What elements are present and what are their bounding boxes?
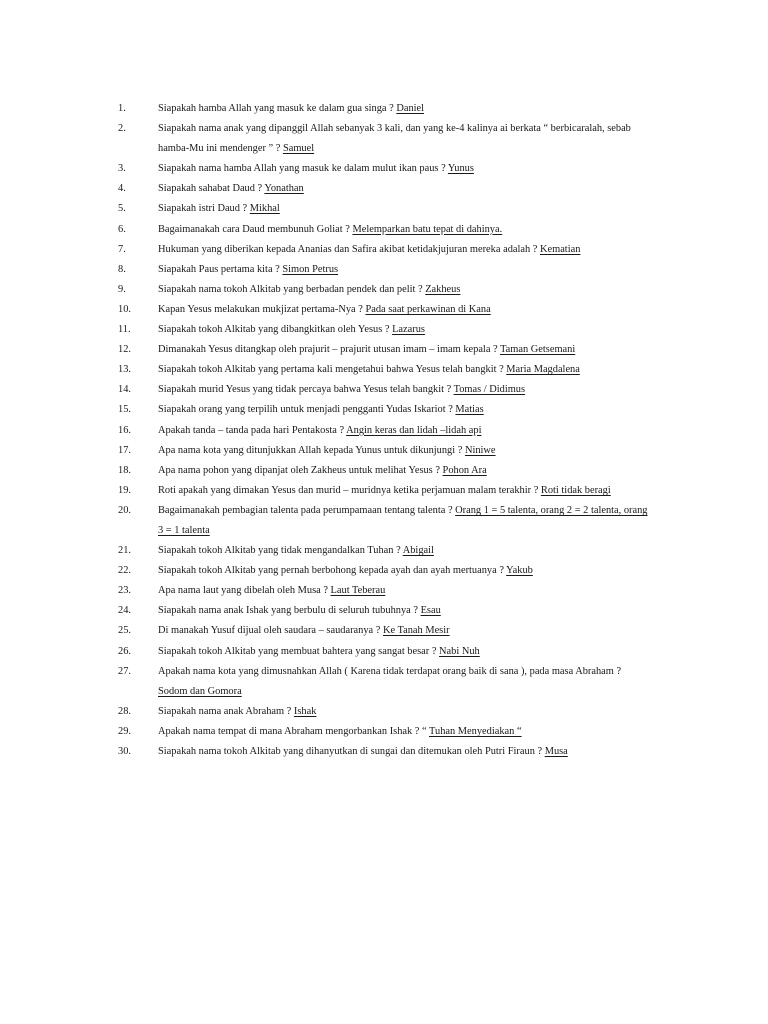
item-body [158, 501, 648, 541]
question-text: Siapakah istri Daud ? [158, 203, 250, 215]
question-text: Siapakah tokoh Alkitab yang tidak mengandalkan Tuhan ? [158, 545, 403, 557]
item-body [158, 119, 648, 159]
item-body [158, 481, 648, 501]
item-body [158, 99, 648, 119]
question-text: Siapakah murid Yesus yang tidak percaya bahwa Yesus telah bangkit ? [158, 384, 454, 396]
item-body [158, 722, 648, 742]
item-body [158, 360, 648, 380]
question-item [118, 461, 648, 481]
question-item [118, 179, 648, 199]
answer-text: Lazarus [392, 324, 425, 336]
answer-text: Simon Petrus [282, 263, 339, 275]
question-item [118, 400, 648, 420]
answer-text: Daniel [396, 103, 425, 114]
item-number: 24. [118, 605, 131, 617]
question-list [118, 99, 648, 762]
item-body [158, 380, 648, 400]
answer-text: Tuhan Menyediakan “ [429, 725, 522, 737]
question-text: Siapakah hamba Allah yang masuk ke dalam gua singa ? [158, 103, 397, 114]
answer-text: Yunus [447, 163, 474, 175]
item-number: 10. [118, 303, 131, 315]
question-text: Siapakah nama anak Abraham ? [158, 705, 294, 717]
item-body [158, 240, 648, 260]
answer-text: Nabi Nuh [439, 645, 480, 657]
question-item [118, 360, 648, 380]
item-body [158, 159, 648, 179]
answer-text: Pohon Ara [442, 464, 487, 476]
answer-text: Roti tidak beragi [540, 484, 611, 496]
answer-text: Esau [420, 605, 441, 617]
item-number: 6. [118, 223, 126, 235]
question-text: Siapakah orang yang terpilih untuk menjadi pengganti Yudas Iskariot ? [158, 404, 456, 416]
question-text: Apa nama pohon yang dipanjat oleh Zakheus untuk melihat Yesus ? [158, 464, 443, 476]
answer-text: Sodom dan Gomora [158, 685, 242, 697]
item-number: 30. [118, 746, 131, 757]
question-text: Apakah tanda – tanda pada hari Pentakosta ? [158, 424, 347, 436]
item-number: 1. [118, 103, 126, 114]
question-item [118, 561, 648, 581]
item-body [158, 441, 648, 461]
question-item [118, 300, 648, 320]
item-body [158, 742, 648, 762]
item-number: 3. [118, 163, 126, 175]
question-text: Apakah nama tempat di mana Abraham mengorbankan Ishak ? “ [158, 725, 430, 737]
answer-text: Samuel [282, 143, 315, 155]
answer-text: Ishak [293, 705, 317, 717]
answer-text: Taman Getsemani [500, 344, 576, 356]
question-item [118, 159, 648, 179]
item-body [158, 461, 648, 481]
question-item [118, 380, 648, 400]
question-item [118, 280, 648, 300]
answer-text: Melemparkan batu tepat di dahinya. [352, 223, 503, 235]
question-text: Siapakah nama tokoh Alkitab yang dihanyutkan di sungai dan ditemukan oleh Putri Firaun ? [158, 746, 545, 757]
item-number: 9. [118, 283, 126, 295]
answer-text: Laut Teberau [330, 585, 386, 597]
question-text: Bagaimanakah pembagian talenta pada perumpamaan tentang talenta ? [158, 504, 456, 516]
question-item [118, 320, 648, 340]
question-item [118, 601, 648, 621]
item-body [158, 642, 648, 662]
item-body [158, 621, 648, 641]
question-text: Kapan Yesus melakukan mukjizat pertama-Nya ? [158, 303, 366, 315]
question-item [118, 421, 648, 441]
item-number: 29. [118, 725, 131, 737]
item-body [158, 220, 648, 240]
question-item [118, 722, 648, 742]
question-item [118, 581, 648, 601]
answer-text: Angin keras dan lidah –lidah api [346, 424, 482, 436]
question-item [118, 99, 648, 119]
item-body [158, 421, 648, 441]
item-number: 8. [118, 263, 126, 275]
question-text: Siapakah tokoh Alkitab yang pernah berbohong kepada ayah dan ayah mertuanya ? [158, 565, 507, 577]
question-text: Apakah nama kota yang dimusnahkan Allah ( Karena tidak terdapat orang baik di sana ), pada masa Abraham ? [158, 665, 622, 677]
question-text: Roti apakah yang dimakan Yesus dan murid – muridnya ketika perjamuan malam terakhir ? [158, 484, 541, 496]
item-body [158, 199, 648, 219]
item-number: 15. [118, 404, 131, 416]
question-item [118, 481, 648, 501]
question-text: Siapakah nama anak yang dipanggil Allah sebanyak 3 kali, dan yang ke-4 kalinya ai berkata “ berbicaralah, sebab hamba-Mu ini mendenger ” ? [158, 123, 631, 155]
item-body [158, 340, 648, 360]
answer-text: Kematian [540, 243, 581, 255]
item-number: 2. [118, 123, 126, 135]
question-text: Dimanakah Yesus ditangkap oleh prajurit – prajurit utusan imam – imam kepala ? [158, 344, 501, 356]
answer-text: Matias [455, 404, 484, 416]
question-text: Siapakah sahabat Daud ? [158, 183, 265, 195]
question-item [118, 621, 648, 641]
question-text: Siapakah tokoh Alkitab yang membuat bahtera yang sangat besar ? [158, 645, 440, 657]
question-text: Siapakah Paus pertama kita ? [158, 263, 283, 275]
answer-text: Musa [544, 746, 568, 757]
item-body [158, 601, 648, 621]
item-number: 12. [118, 344, 131, 356]
question-text: Siapakah nama anak Ishak yang berbulu di seluruh tubuhnya ? [158, 605, 421, 617]
answer-text: Maria Magdalena [506, 364, 580, 376]
question-item [118, 742, 648, 762]
item-number: 22. [118, 565, 131, 577]
question-item [118, 441, 648, 461]
item-number: 4. [118, 183, 126, 195]
item-body [158, 581, 648, 601]
answer-text: Pada saat perkawinan di Kana [365, 303, 491, 315]
answer-text: Abigail [402, 545, 434, 557]
question-item [118, 662, 648, 702]
item-number: 21. [118, 545, 131, 557]
item-body [158, 260, 648, 280]
answer-text: Tomas / Didimus [453, 384, 526, 396]
question-text: Siapakah nama tokoh Alkitab yang berbadan pendek dan pelit ? [158, 283, 426, 295]
item-number: 17. [118, 444, 131, 456]
item-body [158, 561, 648, 581]
item-number: 27. [118, 665, 131, 677]
item-body [158, 702, 648, 722]
item-number: 20. [118, 504, 131, 516]
question-text: Apa nama laut yang dibelah oleh Musa ? [158, 585, 331, 597]
item-number: 11. [118, 324, 131, 336]
answer-text: Zakheus [425, 283, 461, 295]
question-text: Siapakah tokoh Alkitab yang dibangkitkan oleh Yesus ? [158, 324, 393, 336]
question-item [118, 240, 648, 260]
question-item [118, 199, 648, 219]
item-number: 5. [118, 203, 126, 215]
item-number: 23. [118, 585, 131, 597]
item-body [158, 400, 648, 420]
item-number: 16. [118, 424, 131, 436]
answer-text: Niniwe [464, 444, 496, 456]
question-text: Hukuman yang diberikan kepada Ananias dan Safira akibat ketidakjujuran mereka adalah ? [158, 243, 540, 255]
item-body [158, 300, 648, 320]
question-text: Di manakah Yusuf dijual oleh saudara – saudaranya ? [158, 625, 383, 637]
question-text: Apa nama kota yang ditunjukkan Allah kepada Yunus untuk dikunjungi ? [158, 444, 465, 456]
item-number: 28. [118, 705, 131, 717]
answer-text: Mikhal [249, 203, 280, 215]
item-number: 25. [118, 625, 131, 637]
question-text: Siapakah nama hamba Allah yang masuk ke dalam mulut ikan paus ? [158, 163, 448, 175]
item-body [158, 662, 648, 702]
item-number: 19. [118, 484, 131, 496]
item-body [158, 320, 648, 340]
question-item [118, 501, 648, 541]
question-text: Siapakah tokoh Alkitab yang pertama kali mengetahui bahwa Yesus telah bangkit ? [158, 364, 507, 376]
item-number: 14. [118, 384, 131, 396]
question-item [118, 220, 648, 240]
item-number: 7. [118, 243, 126, 255]
item-number: 26. [118, 645, 131, 657]
item-number: 18. [118, 464, 131, 476]
question-item [118, 340, 648, 360]
question-item [118, 541, 648, 561]
item-number: 13. [118, 364, 131, 376]
answer-text: Ke Tanah Mesir [382, 625, 450, 637]
answer-text: Yonathan [264, 183, 304, 195]
question-item [118, 260, 648, 280]
item-body [158, 541, 648, 561]
item-body [158, 280, 648, 300]
answer-text: Orang 1 = 5 talenta, orang 2 = 2 talenta, orang 3 = 1 talenta [158, 504, 648, 536]
item-body [158, 179, 648, 199]
question-item [118, 119, 648, 159]
answer-text: Yakub [506, 565, 533, 577]
question-item [118, 642, 648, 662]
question-item [118, 702, 648, 722]
question-text: Bagaimanakah cara Daud membunuh Goliat ? [158, 223, 353, 235]
